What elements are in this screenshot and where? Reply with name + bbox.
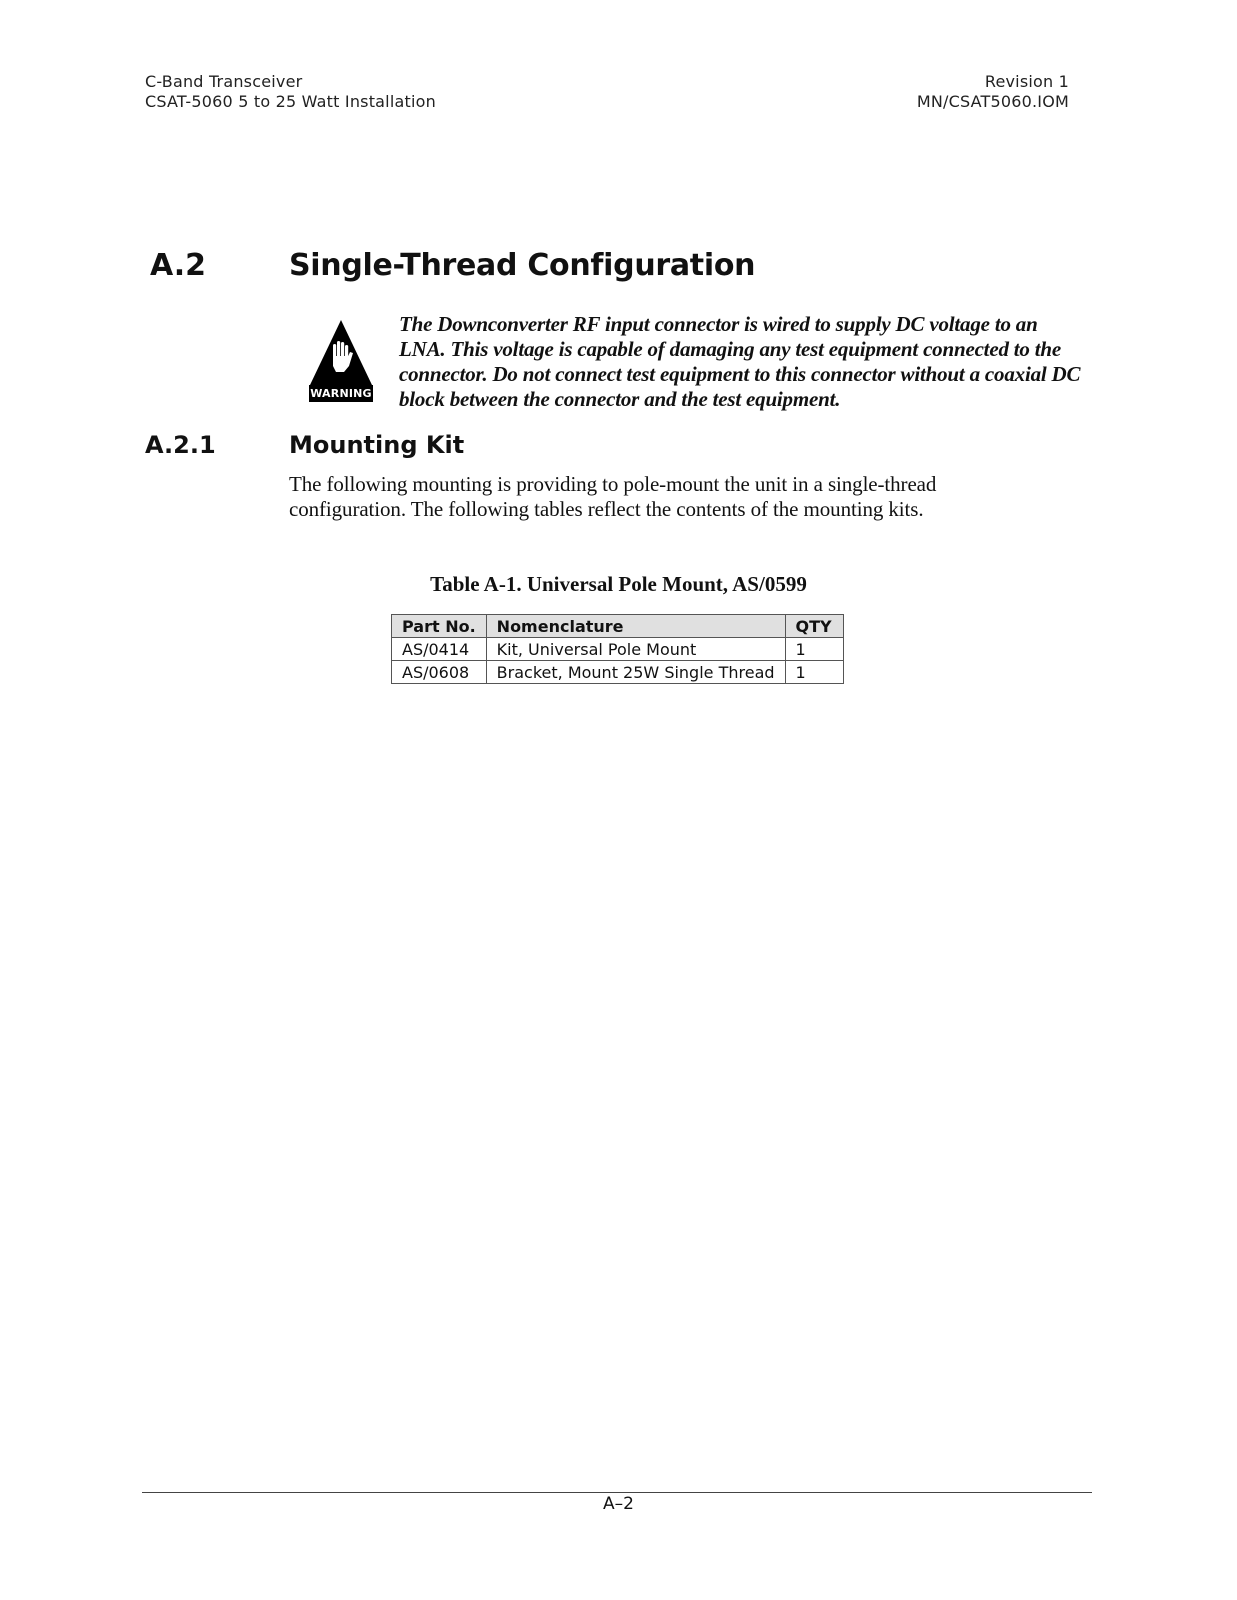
- cell-qty: 1: [785, 638, 843, 661]
- subsection-title: Mounting Kit: [289, 431, 465, 459]
- warning-hand-icon: [309, 318, 373, 402]
- column-header-nomenclature: Nomenclature: [486, 615, 785, 638]
- footer-divider: [142, 1492, 1092, 1493]
- column-header-part-no: Part No.: [392, 615, 487, 638]
- warning-text: The Downconverter RF input connector is wired to supply DC voltage to an LNA. This voltage is capable of damaging any test equipment connected to the connector. Do not connect test equipment to this connector without a coaxial DC block between the connector and the test equipment.: [399, 312, 1081, 411]
- header-right: [917, 72, 1069, 112]
- header-product-subtitle: CSAT-5060 5 to 25 Watt Installation: [145, 92, 436, 111]
- warning-label: WARNING: [310, 387, 372, 400]
- warning-triangle-icon: [309, 318, 373, 386]
- cell-part-no: AS/0414: [392, 638, 487, 661]
- table-row: [392, 661, 844, 684]
- cell-nomenclature: Bracket, Mount 25W Single Thread: [486, 661, 785, 684]
- table-header-row: [392, 615, 844, 638]
- section-number: A.2: [150, 248, 207, 283]
- page-number: A–2: [603, 1494, 634, 1514]
- table-caption: Table A-1. Universal Pole Mount, AS/0599: [430, 572, 807, 596]
- header-manual-number: MN/CSAT5060.IOM: [916, 92, 1069, 111]
- header-left: [145, 72, 436, 112]
- header-product-title: C-Band Transceiver: [145, 72, 303, 91]
- cell-qty: 1: [785, 661, 843, 684]
- body-paragraph: The following mounting is providing to pole-mount the unit in a single-thread configuration. The following tables reflect the contents of the mounting kits.: [289, 472, 937, 521]
- table-row: [392, 638, 844, 661]
- section-title: Single-Thread Configuration: [289, 248, 756, 283]
- cell-part-no: AS/0608: [392, 661, 487, 684]
- header-revision: Revision 1: [984, 72, 1069, 91]
- cell-nomenclature: Kit, Universal Pole Mount: [486, 638, 785, 661]
- parts-table: [391, 614, 844, 684]
- column-header-qty: QTY: [785, 615, 843, 638]
- subsection-number: A.2.1: [145, 431, 216, 459]
